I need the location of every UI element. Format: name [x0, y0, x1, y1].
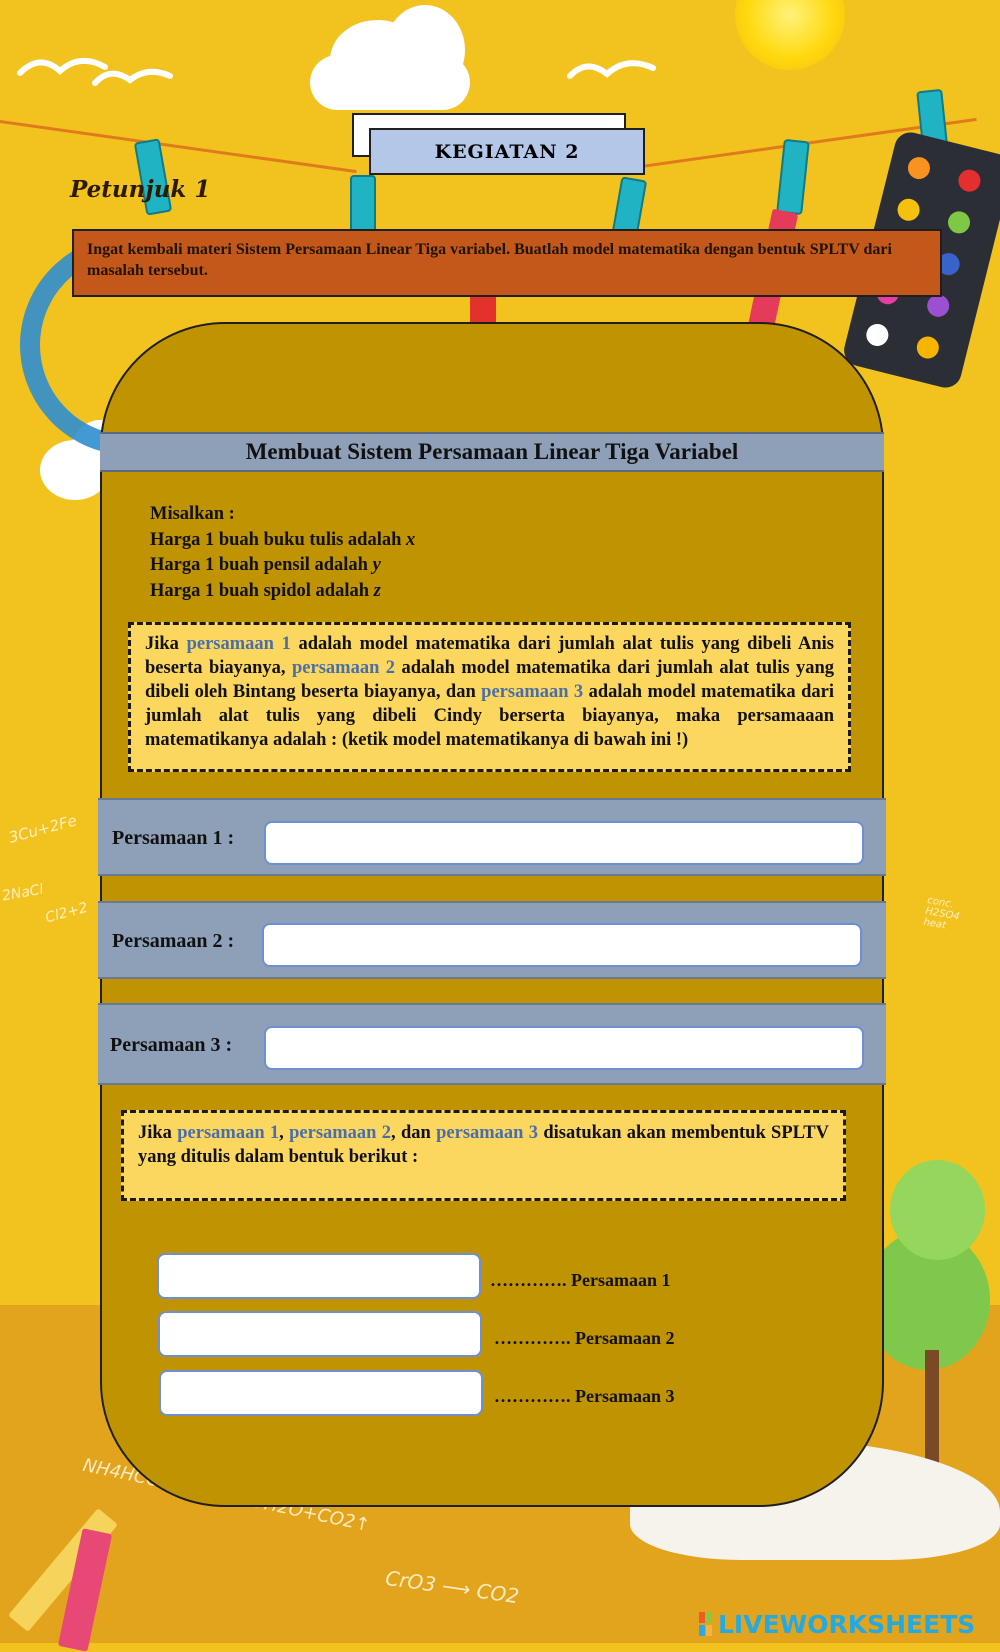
variable-y: y — [372, 555, 381, 575]
spltv-input-2[interactable] — [158, 1311, 482, 1357]
spltv-input-3[interactable] — [159, 1370, 483, 1416]
equation-row-1 — [98, 798, 886, 876]
instruction-heading: Petunjuk 1 — [70, 176, 211, 203]
equation-input-1[interactable] — [264, 821, 864, 865]
panel-heading: Membuat Sistem Persamaan Linear Tiga Variabel — [100, 432, 884, 472]
tree-icon — [890, 1160, 985, 1260]
equation-label-3: Persamaan 3 : — [110, 1034, 233, 1056]
variable-line-x: Harga 1 buah buku tulis adalah x — [150, 529, 416, 550]
equation-input-2[interactable] — [262, 923, 862, 967]
equation-row-2 — [98, 901, 886, 979]
sun-icon — [735, 0, 845, 70]
chalk-formula-right: conc. H2SO4 heat — [922, 895, 961, 932]
equation-row-3 — [98, 1003, 886, 1085]
variable-line-z: Harga 1 buah spidol adalah z — [150, 580, 381, 601]
equation-input-3[interactable] — [264, 1026, 864, 1070]
chalk-formula-top: NH4HCO3 NH3↑+H2O+CO2↑ — [81, 1454, 372, 1537]
variable-x: x — [406, 529, 416, 550]
cloud-icon — [310, 55, 470, 110]
problem-note: Jika persamaan 1 adalah model matematika dari jumlah alat tulis yang dibeli Anis beserta biayanya, persamaan 2 adalah model matematika dari jumlah alat tulis yang dibeli oleh Bintang beserta biayanya, dan persamaan 3 adalah model matematika dari jumlah alat tulis yang dibeli Cindy berserta biayanya, maka persamaaan matematikanya adalah : (ketik model matematikanya di bawah ini !) — [128, 622, 851, 772]
misalkan-label: Misalkan : — [150, 504, 235, 524]
spltv-label-2: …………. Persamaan 2 — [494, 1328, 675, 1348]
spltv-note: Jika persamaan 1, persamaan 2, dan persamaan 3 disatukan akan membentuk SPLTV yang ditulis dalam bentuk berikut : — [121, 1110, 846, 1201]
variable-definitions — [150, 502, 415, 604]
spltv-input-1[interactable] — [157, 1253, 481, 1299]
spltv-label-3: …………. Persamaan 3 — [494, 1386, 675, 1406]
variable-line-y: Harga 1 buah pensil adalah y — [150, 555, 381, 575]
liveworksheets-logo-icon — [699, 1612, 713, 1636]
equation-label-1: Persamaan 1 : — [112, 827, 235, 849]
chalk-formula-left: 2NaCl — [0, 881, 45, 905]
instruction-box: Ingat kembali materi Sistem Persamaan Linear Tiga variabel. Buatlah model matematika dengan bentuk SPLTV dari masalah tersebut. — [72, 229, 942, 297]
chalk-formula-left: 3Cu+2Fe — [6, 811, 79, 847]
page-title: KEGIATAN 2 — [369, 128, 645, 175]
bird-icon — [565, 48, 665, 93]
variable-z: z — [373, 580, 381, 601]
liveworksheets-brand[interactable]: LIVEWORKSHEETS — [718, 1610, 976, 1639]
equation-label-2: Persamaan 2 : — [112, 930, 235, 952]
chalk-formula-left: Cl2+2 — [43, 899, 90, 927]
spltv-label-1: …………. Persamaan 1 — [490, 1270, 671, 1290]
clothesline — [0, 120, 357, 173]
chalk-formula-bottom: CrO3 ⟶ CO2 — [383, 1565, 521, 1609]
bird-icon — [90, 58, 180, 98]
clothespin-icon — [776, 139, 810, 215]
